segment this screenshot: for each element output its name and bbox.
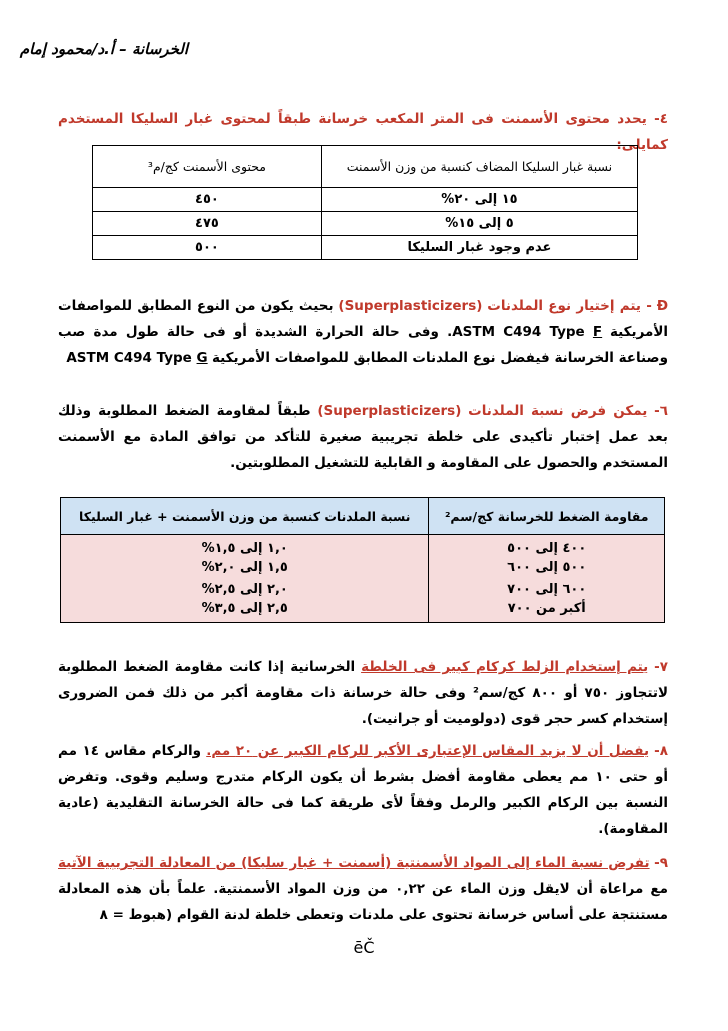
table-row: [61, 601, 665, 623]
table-row: [93, 212, 638, 236]
cell-strength: ٦٠٠ إلى ٧٠٠: [429, 579, 665, 601]
item-9-paragraph: [58, 850, 668, 928]
item-6-lead: يمكن فرض نسبة الملدنات: [468, 403, 648, 419]
item-5-lead: - يتم إختيار نوع الملدنات: [487, 298, 652, 314]
cell-cement-content: ٤٧٥: [93, 212, 322, 236]
table-row: [61, 579, 665, 601]
cell-cement-content: ٤٥٠: [93, 188, 322, 212]
table-row: [93, 236, 638, 260]
item-5-line2: . وفى حالة الحرارة الشديدة أو فى حالة طول مدة صب وصناعة الخرسانة فيفضل نوع الملدنات المطابق للمواصفات الأمريكية: [58, 324, 668, 366]
cell-plasticizer-ratio: ١,٥ إلى ٢,٠%: [61, 557, 429, 579]
cell-cement-content: ٥٠٠: [93, 236, 322, 260]
cell-strength: ٤٠٠ إلى ٥٠٠: [429, 535, 665, 557]
cell-strength: أكبر من ٧٠٠: [429, 601, 665, 623]
bullet-glyph: Ð: [656, 298, 669, 314]
item-5-standard-2: [66, 350, 207, 366]
cell-silica-ratio: عدم وجود غبار السليكا: [321, 236, 637, 260]
col-header-cement-content: محتوى الأسمنت كج/م³: [93, 146, 322, 188]
item-6-rest: طبقاً لمقاومة الضغط المطلوبة وذلك بعد عمل إختبار تأكيدى على خلطة تجريبية صغيرة للتأكد من توافق المادة مع الأسمنت المستخدم والحصول على المقاومة و القابلية للتشغيل المطلوبتين.: [58, 403, 668, 471]
cell-plasticizer-ratio: ٢,٠ إلى ٢,٥%: [61, 579, 429, 601]
cell-plasticizer-ratio: ٢,٥ إلى ٣,٥%: [61, 601, 429, 623]
item-8-lead: يفضل أن لا يزيد المقاس الإعتبارى الأكبر للركام الكبير عن ٢٠ مم.: [206, 743, 650, 759]
page-number: ēČ: [353, 938, 375, 957]
item-8-number: ٨-: [654, 743, 668, 759]
standard-1-code: ASTM C494 Type: [452, 324, 585, 340]
cell-strength: ٥٠٠ إلى ٦٠٠: [429, 557, 665, 579]
cement-content-table: [92, 145, 638, 260]
standard-2-type: G: [196, 350, 208, 366]
item-7-number: ٧-: [654, 659, 669, 675]
table-row: [93, 188, 638, 212]
cell-plasticizer-ratio: ١,٠ إلى ١,٥%: [61, 535, 429, 557]
superplasticizer-table: [60, 497, 665, 623]
item-7-paragraph: [58, 654, 668, 732]
cell-silica-ratio: ٥ إلى ١٥%: [321, 212, 637, 236]
col-header-plasticizer-ratio: نسبة الملدنات كنسبة من وزن الأسمنت + غبار السليكا: [61, 498, 429, 535]
item-5-term: (Superplasticizers): [338, 298, 483, 314]
item-6-number: ٦-: [654, 403, 668, 419]
item-9-number: ٩-: [654, 855, 668, 871]
item-9-lead: تفرض نسبة الماء إلى المواد الأسمنتية (أسمنت + غبار سليكا) من المعادلة التجريبية الآتية: [58, 855, 650, 871]
item-7-rest: الخرسانية إذا كانت مقاومة الضغط المطلوبة لاتتجاوز ٧٥٠ أو ٨٠٠ كج/سم² وفى حالة خرسانة ذات مقاومة أكبر من ذلك فمن الضرورى إستخدام كسر حجر قوى (دولوميت أو جرانيت).: [58, 659, 669, 727]
item-5-paragraph: [58, 293, 668, 371]
item-6-paragraph: [58, 398, 668, 476]
item-6-term: (Superplasticizers): [317, 403, 462, 419]
standard-2-code: ASTM C494 Type: [66, 350, 192, 366]
standard-1-type: F: [592, 324, 603, 340]
item-9-rest: مع مراعاة أن لايقل وزن الماء عن ٠,٢٢ من وزن المواد الأسمنتية. علماً بأن هذه المعادلة مستنتجة على أساس خرسانة تحتوى على ملدنات وتعطى خلطة لدنة القوام (هبوط = ٨: [58, 881, 668, 923]
table-header-row: [93, 146, 638, 188]
col-header-silica-ratio: نسبة غبار السليكا المضاف كنسبة من وزن الأسمنت: [321, 146, 637, 188]
item-5-standard-1: [452, 324, 602, 340]
item-8-paragraph: [58, 738, 668, 842]
table-row: [61, 535, 665, 557]
table-row: [61, 557, 665, 579]
item-7-lead: يتم إستخدام الزلط كركام كبير فى الخلطة: [361, 659, 649, 675]
col-header-strength: مقاومة الضغط للخرسانة كج/سم²: [429, 498, 665, 535]
item-8-rest: والركام مقاس ١٤ مم أو حتى ١٠ مم يعطى مقاومة أفضل بشرط أن يكون الركام متدرج وسليم وقوى. وتفرض النسبة بين الركام الكبير والرمل وفقاً لأى طريقة كما فى حالة الخرسانة التقليدية (عادية المقاومة).: [58, 743, 668, 837]
table-header-row: [61, 498, 665, 535]
running-header: الخرسانة – أ.د/محمود إمام: [19, 40, 188, 58]
cell-silica-ratio: ١٥ إلى ٢٠%: [321, 188, 637, 212]
item-4-text: ٤- يحدد محتوى الأسمنت فى المتر المكعب خرسانة طبقاً لمحتوى غبار السليكا المستخدم كمايلى:: [58, 111, 668, 153]
item-5-rest: بحيث يكون من النوع المطابق للمواصفات الأمريكية: [58, 298, 669, 340]
